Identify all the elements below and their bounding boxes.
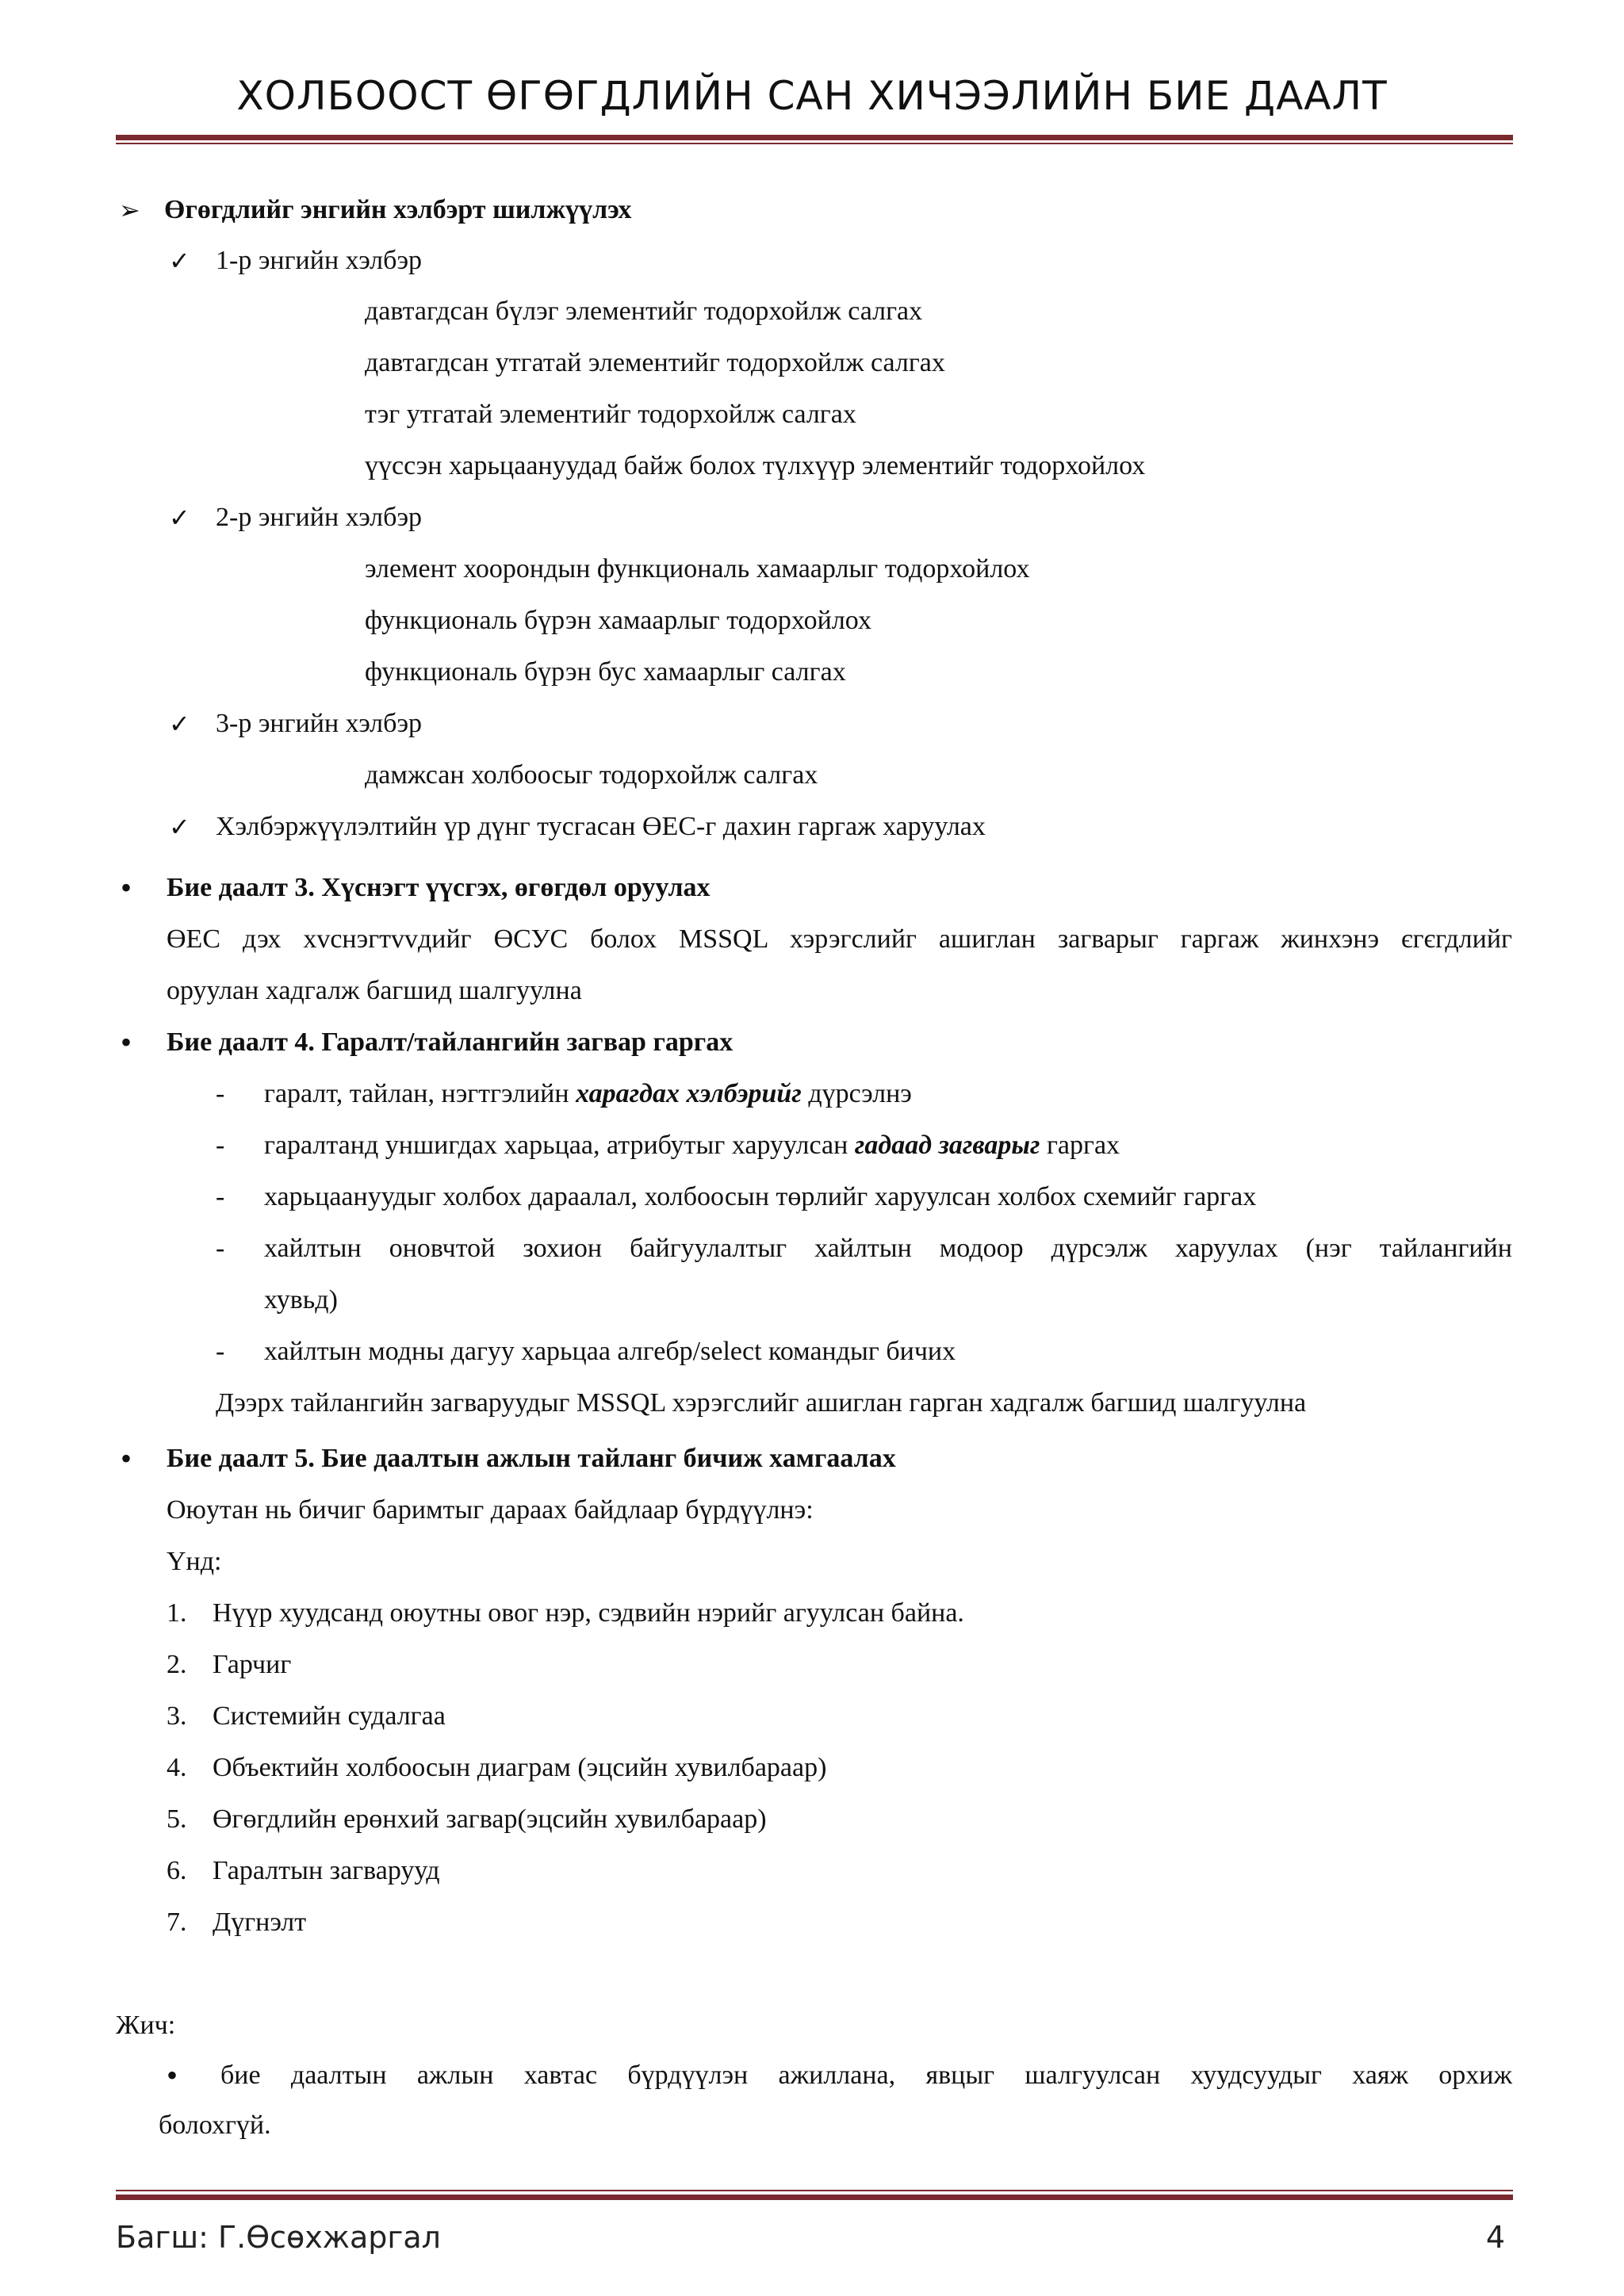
task4-item5: хайлтын модны дагуу харьцаа алгебр/select командыг бичих [264,1337,956,1366]
task4-title: Бие даалт 4. Гаралт/тайлангийн загвар гаргах [167,1027,733,1057]
nf1-item: давтагдсан утгатай элементийг тодорхойлж салгах [365,348,945,377]
note-text-line1: бие даалтын ажлын хавтас бүрдүүлэн ажиллана, явцыг шалгуулсан хуудсуудыг хаяж орхиж [220,2061,1512,2090]
nf3-item: дамжсан холбоосыг тодорхойлж салгах [365,760,818,790]
check-icon: ✓ [169,812,190,842]
task4-item3: харьцаануудыг холбох дараалал, холбоосын төрлийг харуулсан холбох схемийг гаргах [264,1182,1257,1211]
list-number: 7. [167,1908,187,1937]
list-item: Өгөгдлийн ерөнхий загвар(эцсийн хувилбараар) [213,1804,767,1834]
nf3-title: 3-р энгийн хэлбэр [216,709,423,738]
task4-dash: - [216,1182,225,1211]
task4-item2-pre: гаралтанд уншигдах харьцаа, атрибутыг харуулсан [264,1131,855,1160]
task4-item1-post: дүрсэлнэ [801,1079,912,1108]
task4-note: Дээрх тайлангийн загваруудыг MSSQL хэрэгслийг ашиглан гарган хадгалж багшид шалгуулна [216,1388,1307,1418]
footer-page-number: 4 [1485,2220,1505,2255]
list-item: Гарчиг [213,1650,292,1679]
list-item: Объектийн холбоосын диаграм (эцсийн хувилбараар) [213,1753,827,1782]
task4-dash: - [216,1234,225,1263]
arrow-bullet-icon: ➢ [119,195,140,225]
list-number: 4. [167,1753,187,1782]
header-rule-thin [116,143,1513,144]
footer-rule-thin [116,2190,1513,2191]
task4-item1-pre: гаралт, тайлан, нэгтгэлийн [264,1079,576,1108]
nf1-item: тэг утгатай элементийг тодорхойлж салгах [365,400,856,429]
task4-item4-line1: хайлтын оновчтой зохион байгуулалтыг хайлтын модоор дүрсэлж харуулах (нэг тайлангийн [264,1234,1512,1263]
list-item: Гаралтын загварууд [213,1856,440,1885]
task4-item1-emphasis: харагдах хэлбэрийг [576,1079,802,1108]
task4-item2-emphasis: гадаад загварыг [854,1131,1040,1160]
task4-item2 [264,1130,1120,1161]
nf2-item: функциональ бүрэн хамаарлыг тодорхойлох [365,606,871,635]
check-icon: ✓ [169,246,190,276]
task5-title: Бие даалт 5. Бие даалтын ажлын тайланг бичиж хамгаалах [167,1444,896,1473]
note-bullet: • [167,2057,178,2093]
list-item: Нүүр хуудсанд оюутны овог нэр, сэдвийн нэрийг агуулсан байна. [213,1598,964,1628]
task4-dash: - [216,1079,225,1108]
task4-dash: - [216,1337,225,1366]
normalization-result-text: Хэлбэржүүлэлтийн үр дүнг тусгасан ӨЕС-г дахин гаргаж харуулах [216,812,986,841]
list-item: Дүгнэлт [213,1908,307,1937]
task3-title: Бие даалт 3. Хүснэгт үүсгэх, өгөгдөл оруулах [167,873,710,902]
page-header-title: ХОЛБООСТ ӨГӨГДЛИЙН САН ХИЧЭЭЛИЙН БИЕ ДААЛТ [236,73,1388,119]
section-normal-forms-title: Өгөгдлийг энгийн хэлбэрт шилжүүлэх [164,195,632,224]
list-number: 2. [167,1650,187,1679]
task3-text-line1: ӨЕС дэх хvснэгтvvдийг ӨСУС болох MSSQL хэрэгслийг ашиглан загварыг гаргаж жинхэнэ єгєгдлийг [167,924,1512,954]
nf1-item: давтагдсан бүлэг элементийг тодорхойлж салгах [365,297,923,326]
task3-text-line2: оруулан хадгалж багшид шалгуулна [167,976,582,1005]
list-item: Системийн судалгаа [213,1701,446,1731]
task3-bullet: • [121,870,132,905]
task4-item4-line2: хувьд) [264,1285,338,1314]
check-icon: ✓ [169,503,190,533]
task4-bullet: • [121,1024,132,1060]
task5-bullet: • [121,1441,132,1476]
nf2-title: 2-р энгийн хэлбэр [216,503,423,532]
nf2-item: элемент хоорондын функциональ хамаарлыг тодорхойлох [365,554,1030,584]
nf1-title: 1-р энгийн хэлбэр [216,246,423,275]
note-label: Жич: [116,2011,176,2040]
task5-intro: Оюутан нь бичиг баримтыг дараах байдлаар бүрдүүлнэ: [167,1495,814,1525]
check-icon: ✓ [169,709,190,739]
note-text-line2: болохгүй. [159,2110,271,2140]
footer-rule-thick [116,2195,1513,2200]
list-number: 1. [167,1598,187,1628]
nf1-item: үүссэн харьцаануудад байж болох түлхүүр элементийг тодорхойлох [365,451,1146,480]
task5-subhead: Үнд: [167,1547,222,1576]
list-number: 6. [167,1856,187,1885]
footer-teacher: Багш: Г.Өсөхжаргал [116,2220,441,2255]
header-rule-thick [116,135,1513,140]
task4-dash: - [216,1131,225,1160]
nf2-item: функциональ бүрэн бус хамаарлыг салгах [365,657,846,687]
list-number: 3. [167,1701,187,1731]
task4-item1 [264,1078,912,1110]
task4-item2-post: гаргах [1040,1131,1120,1160]
list-number: 5. [167,1804,187,1834]
